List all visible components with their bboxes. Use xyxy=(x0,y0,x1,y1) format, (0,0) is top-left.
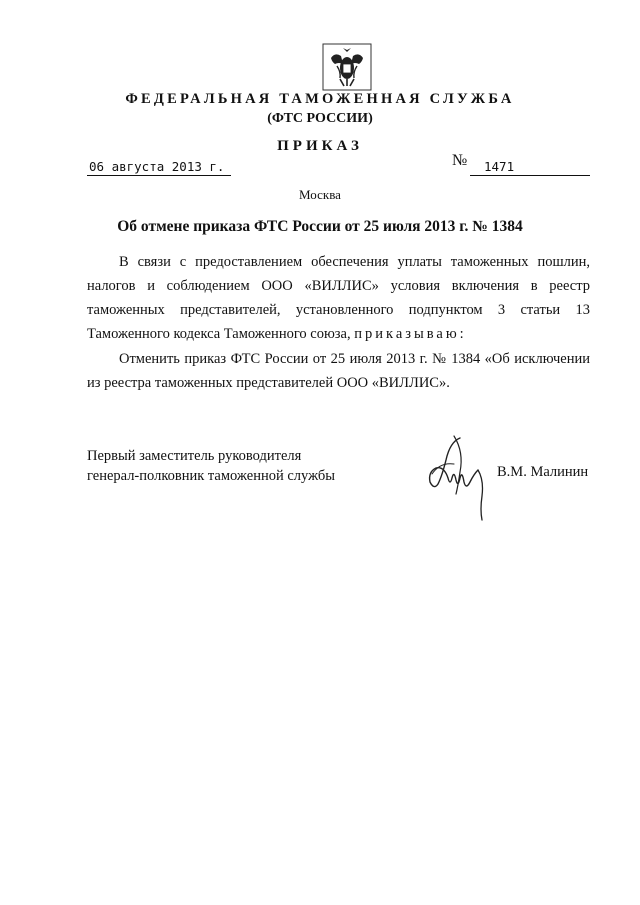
order-word: приказываю xyxy=(354,326,460,342)
paragraph-1-line-4 xyxy=(87,322,590,346)
signer-position-line-2: генерал-полковник таможенной службы xyxy=(87,468,336,484)
handwritten-signature xyxy=(420,432,492,524)
paragraph-1-line-2: налогов и соблюдением ООО «ВИЛЛИС» условия включения в реестр xyxy=(87,278,590,294)
agency-abbreviation: (ФТС РОССИИ) xyxy=(267,111,373,126)
paragraph-1-line-4-end: : xyxy=(459,326,464,342)
paragraph-2-line-1: Отменить приказ ФТС России от 25 июля 2013 г. № 1384 «Об исключении xyxy=(119,351,590,367)
number-sign: № xyxy=(452,152,468,169)
order-date: 06 августа 2013 г. xyxy=(89,159,225,174)
city: Москва xyxy=(299,187,341,202)
paragraph-1-line-4-text: Таможенного кодекса Таможенного союза, xyxy=(87,326,355,342)
signer-position-line-1: Первый заместитель руководителя xyxy=(87,448,302,464)
paragraph-2 xyxy=(87,347,590,395)
date-field xyxy=(87,158,231,176)
number-field xyxy=(470,158,590,176)
coat-of-arms-emblem xyxy=(321,42,373,92)
signer-name: В.М. Малинин xyxy=(497,464,589,480)
signer-position xyxy=(87,446,335,486)
order-number: 1471 xyxy=(484,159,515,174)
paragraph-2-line-2: из реестра таможенных представителей ООО «ВИЛЛИС». xyxy=(87,375,450,391)
document-title: Об отмене приказа ФТС России от 25 июля 2013 г. № 1384 xyxy=(117,218,523,235)
document-type: ПРИКАЗ xyxy=(277,138,363,154)
paragraph-1 xyxy=(87,250,590,346)
paragraph-1-line-1: В связи с предоставлением обеспечения уплаты таможенных пошлин, xyxy=(119,254,590,270)
paragraph-1-line-3: таможенных представителей, установленного подпунктом 3 статьи 13 xyxy=(87,302,590,318)
agency-name: ФЕДЕРАЛЬНАЯ ТАМОЖЕННАЯ СЛУЖБА xyxy=(125,91,515,107)
